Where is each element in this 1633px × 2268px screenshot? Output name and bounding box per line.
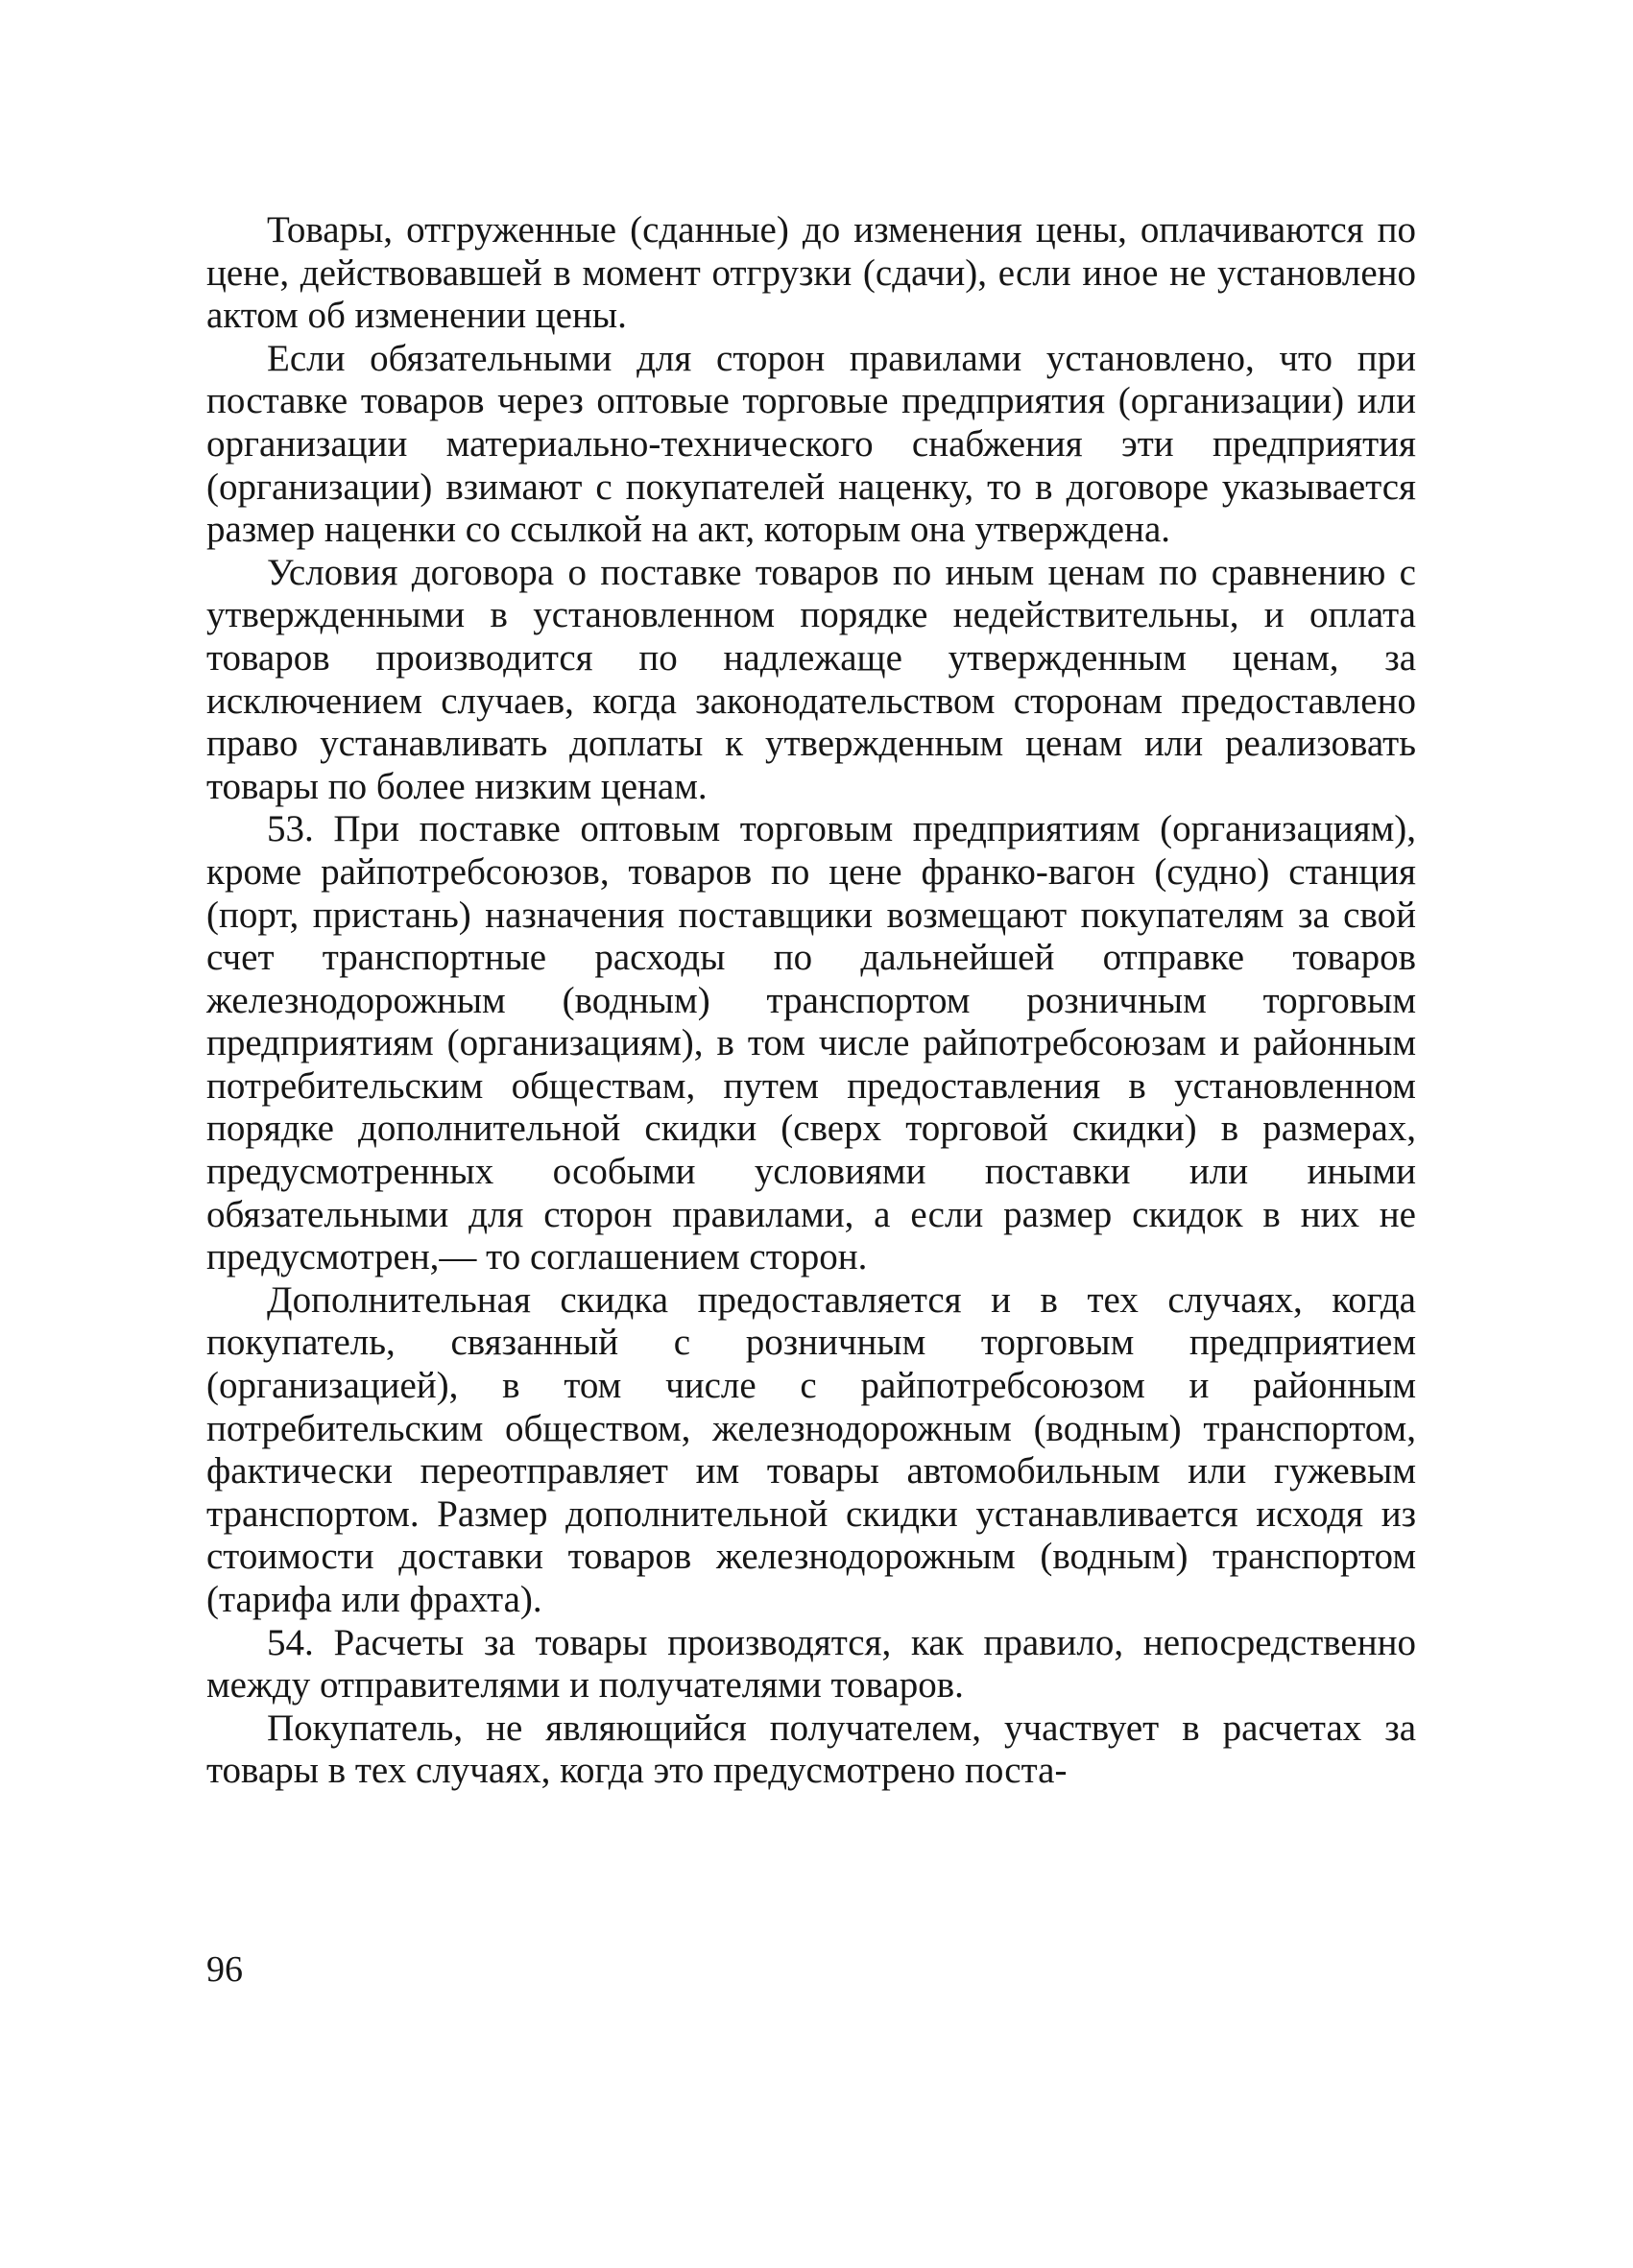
paragraph-buyer-settlements: Покупатель, не являющийся получателем, участвует в расчетах за товары в тех случаях, когда это предусмотрено поста-	[206, 1707, 1416, 1792]
paragraph-markup: Если обязательными для сторон правилами установлено, что при поставке товаров через оптовые торговые предприятия (организации) или организации материально-технического снабжения эти предприятия (организации) взимают с покупателей наценку, то в договоре указывается размер наценки со ссылкой на акт, которым она утверждена.	[206, 337, 1416, 551]
paragraph-price-change-payment: Товары, отгруженные (сданные) до изменения цены, оплачиваются по цене, действовавшей в момент отгрузки (сдачи), если иное не установлено актом об изменении цены.	[206, 209, 1416, 337]
paragraph-other-prices: Условия договора о поставке товаров по иным ценам по сравнению с утвержденными в установленном порядке недействительны, и оплата товаров производится по надлежаще утвержденным ценам, за исключением случаев, когда законодательством сторонам предоставлено право устанавливать доплаты к утвержденным ценам или реализовать товары по более низким ценам.	[206, 551, 1416, 807]
paragraph-additional-discount: Дополнительная скидка предоставляется и в тех случаях, когда покупатель, связанный с розничным торговым предприятием (организацией), в том числе с райпотребсоюзом и районным потребительским обществом, железнодорожным (водным) транспортом, фактически переотправляет им товары автомобильным или гужевым транспортом. Размер дополнительной скидки устанавливается исходя из стоимости доставки товаров железнодорожным (водным) транспортом (тарифа или фрахта).	[206, 1278, 1416, 1620]
paragraph-item-54: 54. Расчеты за товары производятся, как правило, непосредственно между отправителями и получателями товаров.	[206, 1621, 1416, 1707]
body-text	[206, 209, 1416, 1793]
page-number: 96	[206, 1949, 243, 1990]
paragraph-item-53: 53. При поставке оптовым торговым предприятиям (организациям), кроме райпотребсоюзов, товаров по цене франко-вагон (судно) станция (порт, пристань) назначения поставщики возмещают покупателям за свой счет транспортные расходы по дальнейшей отправке товаров железнодорожным (водным) транспортом розничным торговым предприятиям (организациям), в том числе райпотребсоюзам и районным потребительским обществам, путем предоставления в установленном порядке дополнительной скидки (сверх торговой скидки) в размерах, предусмотренных особыми условиями поставки или иными обязательными для сторон правилами, а если размер скидок в них не предусмотрен,— то соглашением сторон.	[206, 808, 1416, 1278]
